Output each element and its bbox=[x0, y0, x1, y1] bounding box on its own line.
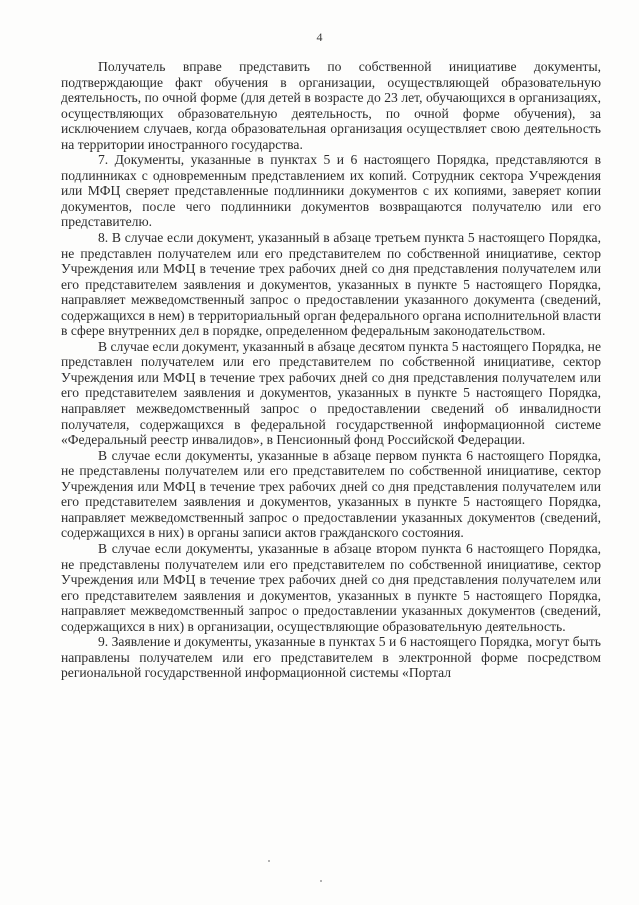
paragraph-study-confirmation: Получатель вправе представить по собственной инициативе документы, подтверждающие факт обучения в организации, осуществляющей образовательную деятельность, по очной форме (для детей в возрасте до 23 лет, обучающихся в организациях, осуществляющих образовательную деятельность, по очной форме обучения), за исключением случаев, когда образовательная организация осуществляет свою деятельность на территории иностранного государства. bbox=[61, 59, 601, 152]
document-body bbox=[61, 59, 601, 681]
scan-speck bbox=[320, 880, 322, 882]
paragraph-disability-request: В случае если документ, указанный в абзаце десятом пункта 5 настоящего Порядка, не представлен получателем или его представителем по собственной инициативе, сектор Учреждения или МФЦ в течение трех рабочих дней со дня представления получателем или его представителем заявления и документов, указанных в пункте 5 настоящего Порядка, направляет межведомственный запрос о предоставлении сведений об инвалидности получателя, содержащихся в федеральной государственной информационной системе «Федеральный реестр инвалидов», в Пенсионный фонд Российской Федерации. bbox=[61, 338, 601, 448]
paragraph-item-7: 7. Документы, указанные в пунктах 5 и 6 настоящего Порядка, представляются в подлинниках с одновременным представлением их копий. Сотрудник сектора Учреждения или МФЦ сверяет представленные подлинники документов с их копиями, заверяет копии документов, после чего подлинники документов возвращаются получателю или его представителю. bbox=[61, 152, 601, 230]
paragraph-education-request: В случае если документы, указанные в абзаце втором пункта 6 настоящего Порядка, не представлены получателем или его представителем по собственной инициативе, сектор Учреждения или МФЦ в течение трех рабочих дней со дня представления получателем или его представителем заявления и документов, указанных в пункте 5 настоящего Порядка, направляет межведомственный запрос о предоставлении указанных документов (сведений, содержащихся в них) в организации, осуществляющие образовательную деятельность. bbox=[61, 540, 601, 634]
page-number: 4 bbox=[316, 30, 323, 44]
paragraph-item-9: 9. Заявление и документы, указанные в пунктах 5 и 6 настоящего Порядка, могут быть направлены получателем или его представителем в электронной форме посредством региональной государственной информационной системы «Портал bbox=[61, 634, 601, 681]
paragraph-item-8: 8. В случае если документ, указанный в абзаце третьем пункта 5 настоящего Порядка, не представлен получателем или его представителем по собственной инициативе, сектор Учреждения или МФЦ в течение трех рабочих дней со дня представления получателем или его представителем заявления и документов, указанных в пункте 5 настоящего Порядка, направляет межведомственный запрос о предоставлении указанного документа (сведений, содержащихся в нем) в территориальный орган федерального органа исполнительной власти в сфере внутренних дел в порядке, определенном федеральным законодательством. bbox=[61, 230, 601, 339]
paragraph-civil-registry-request: В случае если документы, указанные в абзаце первом пункта 6 настоящего Порядка, не представлены получателем или его представителем по собственной инициативе, сектор Учреждения или МФЦ в течение трех рабочих дней со дня представления получателем или его представителем заявления и документов, указанных в пункте 5 настоящего Порядка, направляет межведомственный запрос о предоставлении указанных документов (сведений, содержащихся в них) в органы записи актов гражданского состояния. bbox=[61, 447, 601, 541]
scan-speck bbox=[268, 860, 270, 862]
